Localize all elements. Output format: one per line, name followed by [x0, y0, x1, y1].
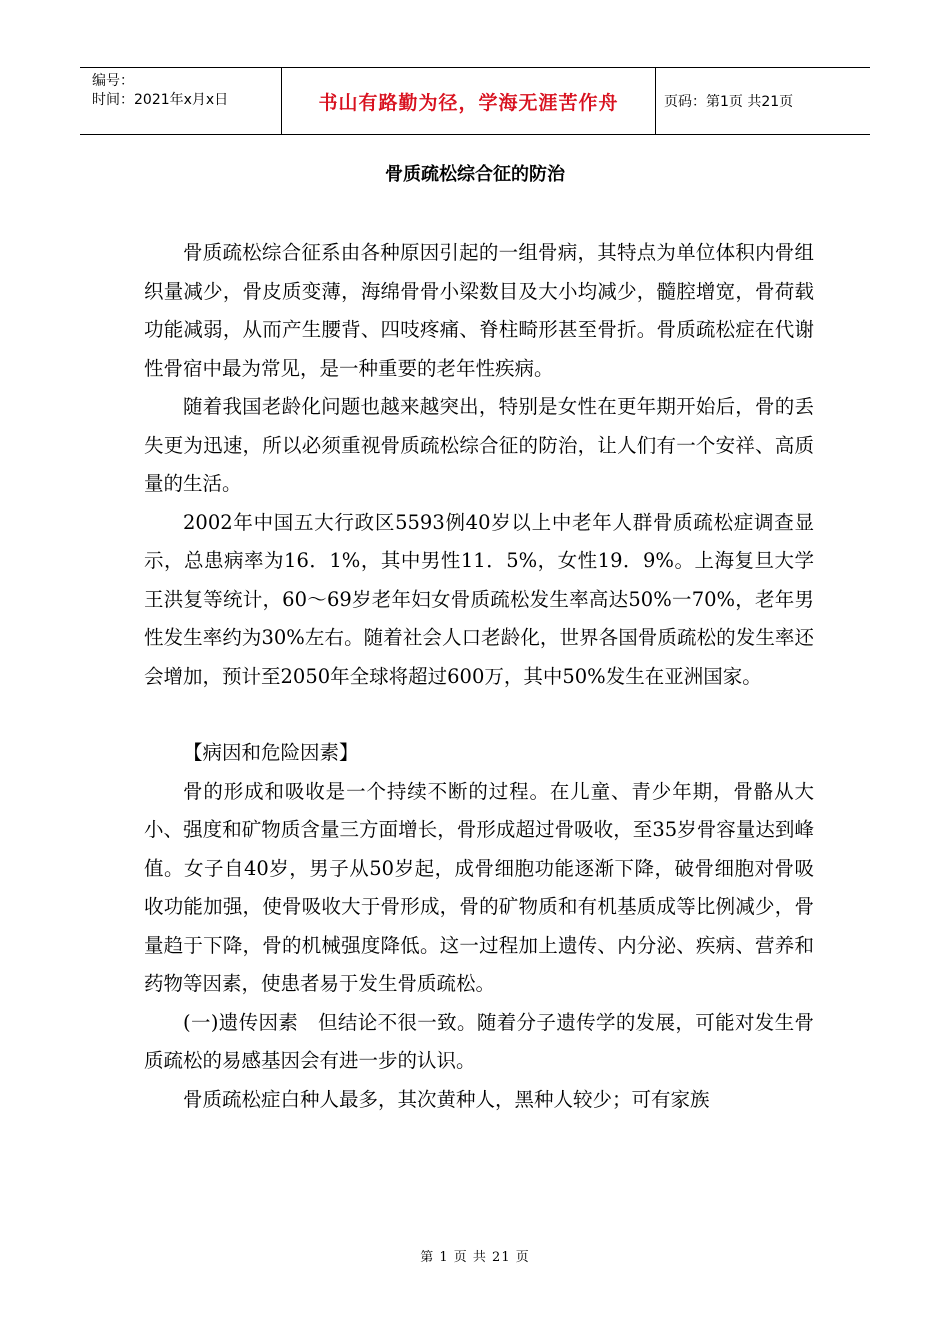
- header-page-info: 页码：第1页 共21页: [664, 94, 794, 110]
- header-motto-cell: [282, 68, 656, 134]
- paragraph: 骨质疏松症白种人最多，其次黄种人，黑种人较少；可有家族: [183, 1087, 710, 1111]
- page-header: [80, 67, 870, 135]
- document-title: 骨质疏松综合征的防治: [385, 164, 565, 185]
- document-body: [144, 234, 814, 1119]
- paragraph: 2002年中国五大行政区5593例40岁以上中老年人群骨质疏松症调查显示，总患病率为16．1%，其中男性11．5%，女性19．9%。上海复旦大学王洪复等统计，60～69岁老年妇女骨质疏松发生率高达50%一70%，老年男性发生率约为30%左右。随着社会人口老龄化，世界各国骨质疏松的发生率还会增加，预计至2050年全球将超过600万，其中50%发生在亚洲国家。: [144, 510, 814, 688]
- paragraph: 骨的形成和吸收是一个持续不断的过程。在儿童、青少年期，骨骼从大小、强度和矿物质含量三方面增长，骨形成超过骨吸收，至35岁骨容量达到峰值。女子自40岁，男子从50岁起，成骨细胞功能逐渐下降，破骨细胞对骨吸收功能加强，使骨吸收大于骨形成，骨的矿物质和有机基质成等比例减少，骨量趋于下降，骨的机械强度降低。这一过程加上遗传、内分泌、疾病、营养和药物等因素，使患者易于发生骨质疏松。: [144, 779, 814, 995]
- header-motto: 书山有路勤为径，学海无涯苦作舟: [318, 91, 619, 114]
- document-number-label: 编号：: [92, 73, 134, 89]
- paragraph: (一)遗传因素 但结论不很一致。随着分子遗传学的发展，可能对发生骨质疏松的易感基因会有进一步的认识。: [144, 1010, 814, 1072]
- header-meta-cell: [80, 68, 282, 134]
- header-page-cell: [656, 68, 870, 134]
- document-time-label: 时间：2021年x月x日: [92, 92, 229, 108]
- page-footer: 第 1 页 共 21 页: [420, 1250, 530, 1265]
- paragraph: 随着我国老龄化问题也越来越突出，特别是女性在更年期开始后，骨的丢失更为迅速，所以必须重视骨质疏松综合征的防治，让人们有一个安祥、高质量的生活。: [144, 395, 814, 495]
- paragraph-spacer: [144, 696, 814, 734]
- paragraph: 骨质疏松综合征系由各种原因引起的一组骨病，其特点为单位体积内骨组织量减少，骨皮质变薄，海绵骨骨小梁数目及大小均减少，髓腔增宽，骨荷载功能减弱，从而产生腰背、四吱疼痛、脊柱畸形甚至骨折。骨质疏松症在代谢性骨宿中最为常见，是一种重要的老年性疾病。: [144, 241, 814, 380]
- section-heading: 【病因和危险因素】: [183, 741, 359, 764]
